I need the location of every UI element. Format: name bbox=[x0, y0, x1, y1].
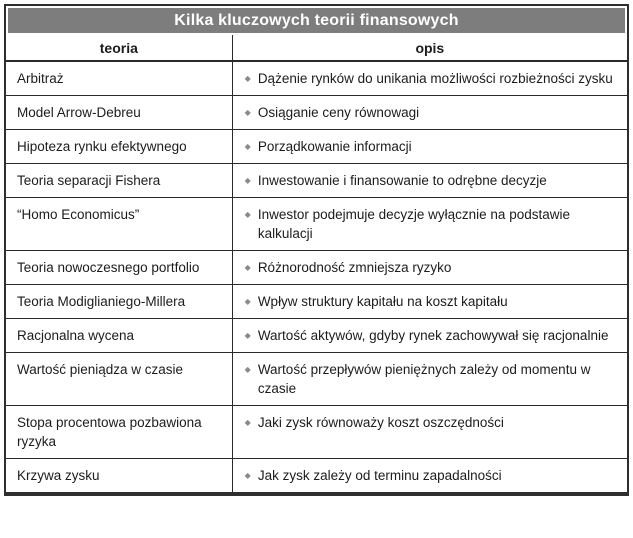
theory-cell: Stopa procentowa pozbawiona ryzyka bbox=[6, 406, 233, 458]
diamond-bullet-icon: ◆ bbox=[244, 471, 251, 480]
description-text: Jaki zysk równoważy koszt oszczędności bbox=[257, 415, 504, 430]
diamond-bullet-icon: ◆ bbox=[244, 297, 251, 306]
description-cell bbox=[233, 285, 627, 318]
diamond-bullet-icon: ◆ bbox=[244, 74, 251, 83]
description-cell bbox=[233, 459, 627, 492]
diamond-bullet-icon: ◆ bbox=[244, 418, 251, 427]
diamond-bullet-icon: ◆ bbox=[244, 176, 251, 185]
description-cell bbox=[233, 198, 627, 250]
table-row bbox=[6, 353, 627, 406]
diamond-bullet-icon: ◆ bbox=[244, 365, 251, 374]
description-cell bbox=[233, 353, 627, 405]
table-row bbox=[6, 164, 627, 198]
table-row bbox=[6, 198, 627, 251]
diamond-bullet-icon: ◆ bbox=[244, 210, 251, 219]
description-text: Inwestor podejmuje decyzje wyłącznie na podstawie kalkulacji bbox=[257, 207, 570, 241]
table-row bbox=[6, 406, 627, 459]
description-cell bbox=[233, 406, 627, 458]
description-cell bbox=[233, 62, 627, 95]
table-row bbox=[6, 285, 627, 319]
theory-cell: Arbitraż bbox=[6, 62, 233, 95]
theory-cell: Teoria Modiglianiego-Millera bbox=[6, 285, 233, 318]
diamond-bullet-icon: ◆ bbox=[244, 108, 251, 117]
table-row bbox=[6, 319, 627, 353]
description-text: Wpływ struktury kapitału na koszt kapitału bbox=[257, 294, 508, 309]
theory-cell: Model Arrow-Debreu bbox=[6, 96, 233, 129]
description-text: Inwestowanie i finansowanie to odrębne decyzje bbox=[257, 173, 547, 188]
table-row bbox=[6, 96, 627, 130]
theory-cell: Krzywa zysku bbox=[6, 459, 233, 492]
theory-cell: Racjonalna wycena bbox=[6, 319, 233, 352]
diamond-bullet-icon: ◆ bbox=[244, 263, 251, 272]
table-row bbox=[6, 62, 627, 96]
description-text: Porządkowanie informacji bbox=[257, 139, 412, 154]
header-description: opis bbox=[415, 39, 445, 56]
theory-cell: Teoria separacji Fishera bbox=[6, 164, 233, 197]
table-header-row bbox=[6, 35, 627, 62]
table-row bbox=[6, 251, 627, 285]
diamond-bullet-icon: ◆ bbox=[244, 142, 251, 151]
description-cell bbox=[233, 251, 627, 284]
theory-cell: “Homo Economicus” bbox=[6, 198, 233, 250]
description-cell bbox=[233, 164, 627, 197]
description-text: Jak zysk zależy od terminu zapadalności bbox=[257, 468, 502, 483]
theory-cell: Hipoteza rynku efektywnego bbox=[6, 130, 233, 163]
table-row bbox=[6, 459, 627, 492]
financial-theories-table bbox=[4, 4, 629, 496]
theory-cell: Wartość pieniądza w czasie bbox=[6, 353, 233, 405]
description-text: Wartość przepływów pieniężnych zależy od momentu w czasie bbox=[257, 362, 591, 396]
diamond-bullet-icon: ◆ bbox=[244, 331, 251, 340]
table-title: Kilka kluczowych teorii finansowych bbox=[8, 8, 625, 33]
description-text: Różnorodność zmniejsza ryzyko bbox=[257, 260, 452, 275]
description-cell bbox=[233, 96, 627, 129]
description-cell bbox=[233, 319, 627, 352]
table-row bbox=[6, 130, 627, 164]
description-text: Dążenie rynków do unikania możliwości rozbieżności zysku bbox=[257, 71, 613, 86]
description-cell bbox=[233, 130, 627, 163]
header-theory: teoria bbox=[6, 35, 233, 60]
theory-cell: Teoria nowoczesnego portfolio bbox=[6, 251, 233, 284]
description-text: Osiąganie ceny równowagi bbox=[257, 105, 420, 120]
description-text: Wartość aktywów, gdyby rynek zachowywał się racjonalnie bbox=[257, 328, 609, 343]
